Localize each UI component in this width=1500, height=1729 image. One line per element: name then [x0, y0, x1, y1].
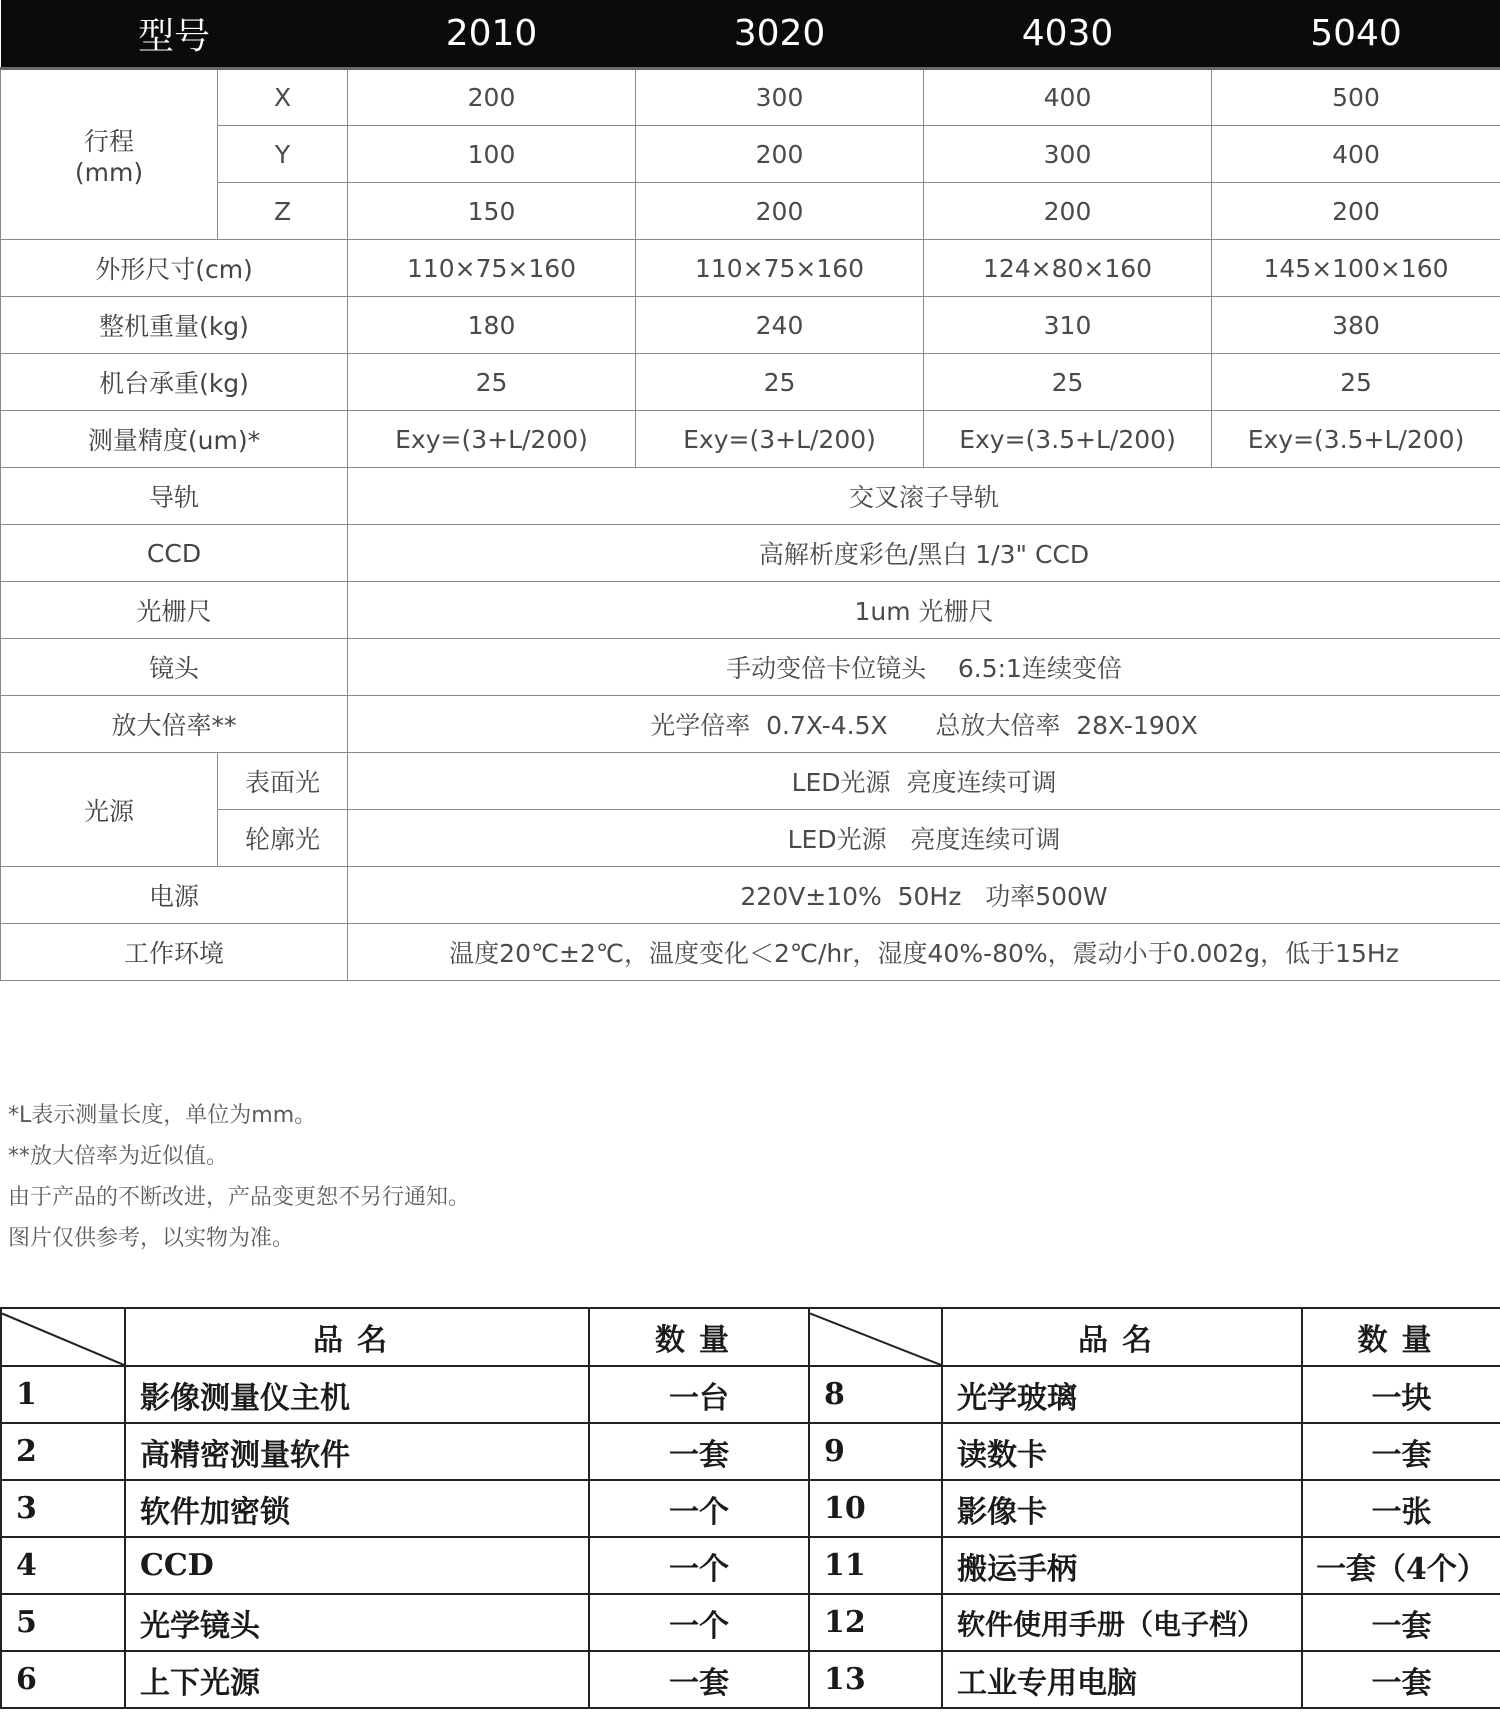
value-cell: 25	[1212, 354, 1500, 411]
value-cell: 300	[924, 126, 1212, 183]
table-row	[1, 1423, 1500, 1480]
light-row-contour	[1, 810, 1500, 867]
spec-header-row	[1, 0, 1500, 69]
span-value-cell: 高解析度彩色/黑白 1/3" CCD	[348, 525, 1500, 582]
header-qty: 数量	[1302, 1308, 1500, 1366]
table-row	[1, 1651, 1500, 1708]
span-value-cell: 温度20℃±2℃，温度变化＜2℃/hr，湿度40%-80%，震动小于0.002g，低于15Hz	[348, 924, 1500, 981]
weight-row	[1, 297, 1500, 354]
value-cell: 124×80×160	[924, 240, 1212, 297]
value-cell: 150	[348, 183, 636, 240]
power-row	[1, 867, 1500, 924]
axis-label: Y	[218, 126, 348, 183]
item-qty: 一块	[1302, 1366, 1500, 1423]
item-name: CCD	[125, 1537, 589, 1594]
header-model-3020: 3020	[636, 0, 924, 69]
diagonal-header-cell	[1, 1308, 125, 1366]
item-name: 上下光源	[125, 1651, 589, 1708]
value-cell: 380	[1212, 297, 1500, 354]
header-model-4030: 4030	[924, 0, 1212, 69]
footnote: 由于产品的不断改进，产品变更恕不另行通知。	[8, 1185, 471, 1210]
item-qty: 一套	[589, 1423, 809, 1480]
table-row	[1, 1480, 1500, 1537]
stroke-row-y	[1, 126, 1500, 183]
parts-table	[0, 1307, 1500, 1709]
table-row	[1, 1594, 1500, 1651]
item-number: 11	[809, 1537, 942, 1594]
value-cell: 200	[636, 126, 924, 183]
item-number: 6	[1, 1651, 125, 1708]
value-cell: Exy=(3+L/200)	[636, 411, 924, 468]
item-qty: 一个	[589, 1594, 809, 1651]
footnote: **放大倍率为近似值。	[8, 1144, 229, 1169]
stroke-row-x	[1, 69, 1500, 126]
item-name: 影像测量仪主机	[125, 1366, 589, 1423]
value-cell: 100	[348, 126, 636, 183]
stroke-label-cell	[1, 69, 218, 240]
row-label: 电源	[1, 867, 348, 924]
item-number: 10	[809, 1480, 942, 1537]
item-name: 软件加密锁	[125, 1480, 589, 1537]
header-qty: 数量	[589, 1308, 809, 1366]
span-value-cell: 手动变倍卡位镜头 6.5:1连续变倍	[348, 639, 1500, 696]
footnotes	[8, 1095, 470, 1259]
item-qty: 一套	[589, 1651, 809, 1708]
light-sub-label: 轮廓光	[218, 810, 348, 867]
item-name: 软件使用手册（电子档）	[942, 1594, 1302, 1651]
row-label: 机台承重(kg)	[1, 354, 348, 411]
value-cell: Exy=(3.5+L/200)	[1212, 411, 1500, 468]
row-label: 导轨	[1, 468, 348, 525]
value-cell: 310	[924, 297, 1212, 354]
value-cell: 500	[1212, 69, 1500, 126]
ccd-row	[1, 525, 1500, 582]
diagonal-header-cell	[809, 1308, 942, 1366]
value-cell: 145×100×160	[1212, 240, 1500, 297]
item-qty: 一台	[589, 1366, 809, 1423]
stroke-label: 行程	[83, 127, 134, 156]
axis-label: X	[218, 69, 348, 126]
item-number: 1	[1, 1366, 125, 1423]
value-cell: 400	[924, 69, 1212, 126]
scale-row	[1, 582, 1500, 639]
value-cell: 200	[1212, 183, 1500, 240]
value-cell: 400	[1212, 126, 1500, 183]
row-label: 测量精度(um)*	[1, 411, 348, 468]
header-name: 品名	[942, 1308, 1302, 1366]
item-name: 读数卡	[942, 1423, 1302, 1480]
axis-label: Z	[218, 183, 348, 240]
header-name: 品名	[125, 1308, 589, 1366]
value-cell: 25	[636, 354, 924, 411]
diagonal-line	[2, 1309, 124, 1365]
item-number: 2	[1, 1423, 125, 1480]
light-sub-label: 表面光	[218, 753, 348, 810]
value-cell: Exy=(3.5+L/200)	[924, 411, 1212, 468]
value-cell: 25	[924, 354, 1212, 411]
stroke-row-z	[1, 183, 1500, 240]
item-name: 搬运手柄	[942, 1537, 1302, 1594]
value-cell: 240	[636, 297, 924, 354]
magnification-row	[1, 696, 1500, 753]
row-label: 镜头	[1, 639, 348, 696]
table-row	[1, 1366, 1500, 1423]
environment-row	[1, 924, 1500, 981]
item-number: 3	[1, 1480, 125, 1537]
dimensions-row	[1, 240, 1500, 297]
item-number: 12	[809, 1594, 942, 1651]
header-model-5040: 5040	[1212, 0, 1500, 69]
item-qty: 一个	[589, 1480, 809, 1537]
span-value-cell: 交叉滚子导轨	[348, 468, 1500, 525]
diagonal-line	[810, 1309, 941, 1365]
row-label: 光栅尺	[1, 582, 348, 639]
parts-header-row	[1, 1308, 1500, 1366]
row-label: CCD	[1, 525, 348, 582]
row-label: 整机重量(kg)	[1, 297, 348, 354]
header-model-2010: 2010	[348, 0, 636, 69]
span-value-cell: 光学倍率 0.7X-4.5X 总放大倍率 28X-190X	[348, 696, 1500, 753]
header-model: 型号	[1, 0, 348, 69]
table-row	[1, 1537, 1500, 1594]
light-row-surface	[1, 753, 1500, 810]
span-value-cell: LED光源 亮度连续可调	[348, 753, 1500, 810]
value-cell: 200	[924, 183, 1212, 240]
row-label: 放大倍率**	[1, 696, 348, 753]
item-number: 13	[809, 1651, 942, 1708]
item-name: 高精密测量软件	[125, 1423, 589, 1480]
lens-row	[1, 639, 1500, 696]
span-value-cell: 220V±10% 50Hz 功率500W	[348, 867, 1500, 924]
stroke-unit: (mm)	[74, 158, 144, 187]
row-label: 工作环境	[1, 924, 348, 981]
value-cell: Exy=(3+L/200)	[348, 411, 636, 468]
row-label: 外形尺寸(cm)	[1, 240, 348, 297]
value-cell: 300	[636, 69, 924, 126]
item-name: 光学镜头	[125, 1594, 589, 1651]
value-cell: 200	[636, 183, 924, 240]
item-number: 4	[1, 1537, 125, 1594]
span-value-cell: 1um 光栅尺	[348, 582, 1500, 639]
item-name: 光学玻璃	[942, 1366, 1302, 1423]
item-qty: 一套（4个）	[1302, 1537, 1500, 1594]
light-label: 光源	[1, 753, 218, 867]
item-qty: 一套	[1302, 1651, 1500, 1708]
item-qty: 一套	[1302, 1423, 1500, 1480]
span-value-cell: LED光源 亮度连续可调	[348, 810, 1500, 867]
accuracy-row	[1, 411, 1500, 468]
item-name: 工业专用电脑	[942, 1651, 1302, 1708]
item-number: 8	[809, 1366, 942, 1423]
item-qty: 一张	[1302, 1480, 1500, 1537]
load-row	[1, 354, 1500, 411]
item-number: 9	[809, 1423, 942, 1480]
item-qty: 一个	[589, 1537, 809, 1594]
item-qty: 一套	[1302, 1594, 1500, 1651]
item-number: 5	[1, 1594, 125, 1651]
footnote: *L表示测量长度，单位为mm。	[8, 1103, 317, 1128]
value-cell: 200	[348, 69, 636, 126]
guide-row	[1, 468, 1500, 525]
item-name: 影像卡	[942, 1480, 1302, 1537]
value-cell: 180	[348, 297, 636, 354]
value-cell: 25	[348, 354, 636, 411]
footnote: 图片仅供参考，以实物为准。	[8, 1226, 295, 1251]
value-cell: 110×75×160	[348, 240, 636, 297]
value-cell: 110×75×160	[636, 240, 924, 297]
